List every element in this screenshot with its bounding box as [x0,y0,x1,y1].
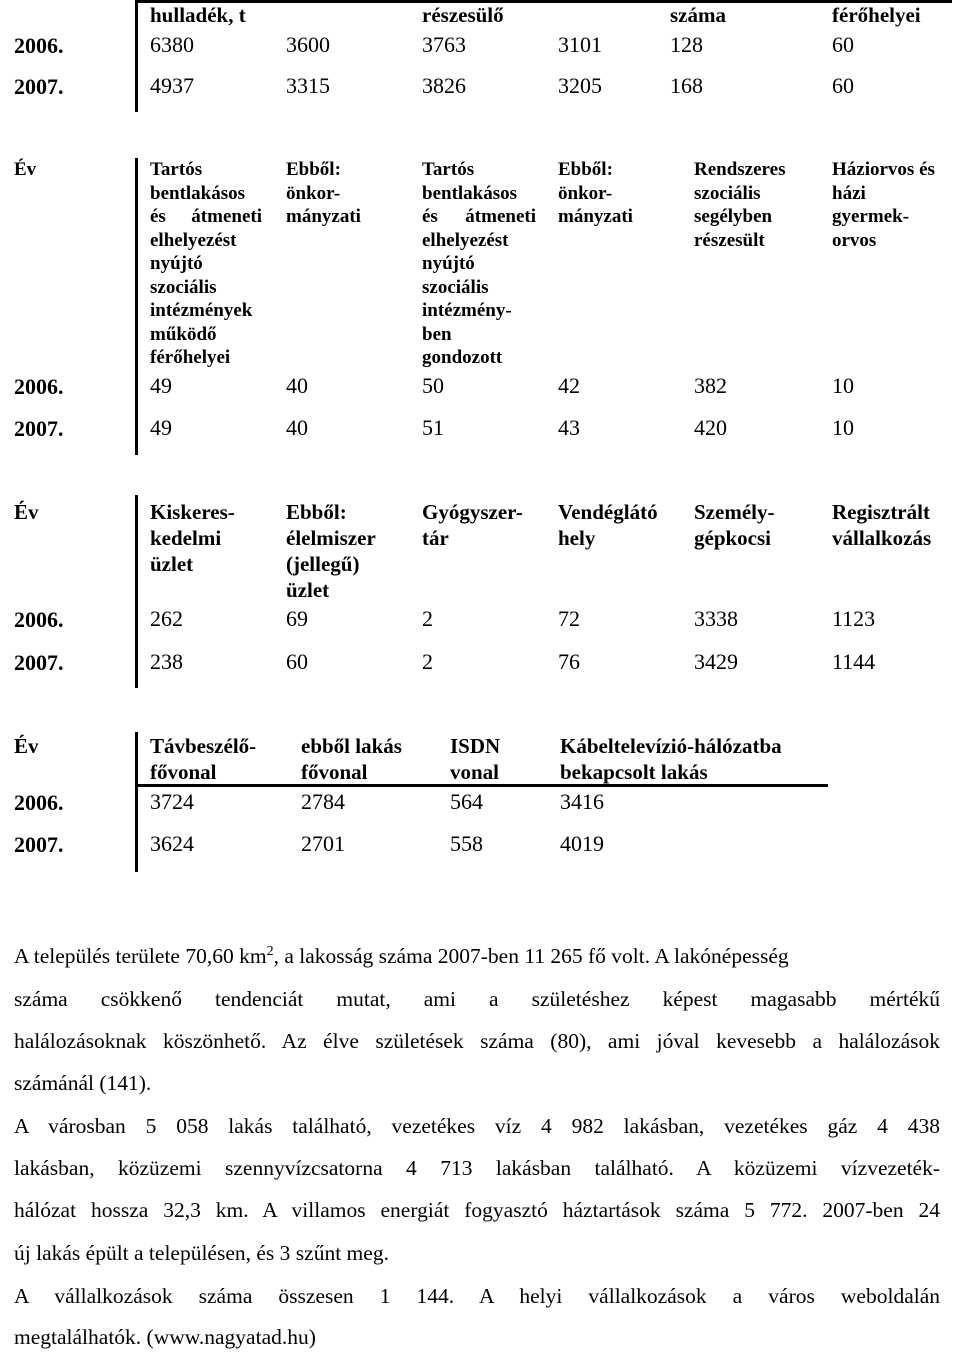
year-label: 2006. [14,374,64,399]
table-cell: 3763 [422,32,466,57]
table-cell: 564 [450,789,483,814]
table-cell: 3205 [558,73,602,98]
table-4-header: ebből lakás fővonal [301,734,402,784]
table-cell: 40 [286,415,308,440]
table-cell: 3416 [560,789,604,814]
paragraph-line: megtalálhatók. (www.nagyatad.hu) [14,1325,316,1349]
table-cell: 69 [286,606,308,631]
table-cell: 4019 [560,831,604,856]
table-cell: 76 [558,649,580,674]
year-label: 2007. [14,650,64,675]
year-header: Év [14,500,39,524]
table-cell: 51 [422,415,444,440]
table-2-header: Rendszeres szociális segélyben részesült [694,159,786,251]
paragraph-line: A település területe 70,60 $km^2$, a lakosság száma 2007-ben 11 265 fő volt. A lakónépesség [14,944,789,969]
paragraph-line: számánál (141). [14,1071,152,1095]
table-cell: 10 [832,373,854,398]
table-cell: 3724 [150,789,194,814]
table-cell: 3101 [558,32,602,57]
year-label: 2007. [14,832,64,857]
table-cell: 42 [558,373,580,398]
table-2-header: Tartós bentlakásos és átmeneti elhelyezést nyújtó szociális intézmények működő férőhelyei [150,159,262,368]
table-3-header: Kiskeres- kedelmi üzlet [150,500,235,576]
table-cell: 49 [150,373,172,398]
table-2-divider [135,158,138,455]
table-cell: 168 [670,73,703,98]
table-1-header: férőhelyei [832,3,921,27]
table-2-header: Ebből: önkor- mányzati [286,159,361,227]
paragraph-line: új lakás épült a településen, és 3 szűnt meg. [14,1241,389,1265]
table-4-header: Kábeltelevízió-hálózatba bekapcsolt lakás [560,734,782,784]
table-4-divider [135,732,138,872]
table-cell: 60 [832,73,854,98]
paragraph-line: lakásban, közüzemi szennyvízcsatorna 4 713 lakásban található. A közüzemi vízvezeték- [14,1156,940,1180]
table-cell: 238 [150,649,183,674]
table-3-header: Ebből: élelmiszer (jellegű) üzlet [286,500,376,602]
table-3-header: Vendéglátó hely [558,500,658,550]
paragraph-line: halálozásoknak köszönhető. Az élve születések száma (80), ami jóval kevesebb a halálozások [14,1029,940,1053]
year-header: Év [14,159,37,180]
paragraph-line: hálózat hossza 32,3 km. A villamos energiát fogyasztó háztartások száma 5 772. 2007-ben 24 [14,1198,940,1222]
table-cell: 1123 [832,606,876,631]
table-cell: 49 [150,415,172,440]
table-cell: 60 [832,32,854,57]
table-cell: 3338 [694,606,738,631]
table-cell: 128 [670,32,703,57]
table-cell: 3315 [286,73,330,98]
table-cell: 2701 [301,831,345,856]
table-cell: 4937 [150,73,194,98]
table-4-header: ISDN vonal [450,734,501,784]
year-label: 2006. [14,790,64,815]
year-label: 2007. [14,74,64,99]
table-3-divider [135,495,138,688]
table-cell: 262 [150,606,183,631]
paragraph-line: A vállalkozások száma összesen 1 144. A helyi vállalkozások a város weboldalán [14,1284,940,1308]
table-3-header: Regisztrált vállalkozás [832,500,932,550]
table-cell: 2 [422,606,433,631]
table-2-header: Tartós bentlakásos és átmeneti elhelyezést nyújtó szociális intézmény- ben gondozott [422,159,536,368]
table-cell: 1144 [832,649,876,674]
table-cell: 43 [558,415,580,440]
year-label: 2007. [14,416,64,441]
paragraph-line: A városban 5 058 lakás található, vezetékes víz 4 982 lakásban, vezetékes gáz 4 438 [14,1114,940,1138]
table-cell: 40 [286,373,308,398]
table-1-header-rule [138,0,952,3]
paragraph-line: száma csökkenő tendenciát mutat, ami a születéshez képest magasabb mértékű [14,987,940,1011]
table-4-header: Távbeszélő- fővonal [150,734,257,784]
superscript: 2 [266,944,274,959]
table-cell: 10 [832,415,854,440]
table-cell: 6380 [150,32,194,57]
year-label: 2006. [14,33,64,58]
table-3-header: Gyógyszer- tár [422,500,523,550]
year-header: Év [14,734,39,758]
table-cell: 72 [558,606,580,631]
table-cell: 60 [286,649,308,674]
table-2-header: Háziorvos és házi gyermek- orvos [832,159,935,251]
table-cell: 3429 [694,649,738,674]
table-1-header: hulladék, t [150,3,246,27]
table-cell: 3600 [286,32,330,57]
table-2-header: Ebből: önkor- mányzati [558,159,633,227]
table-3-header: Személy- gépkocsi [694,500,775,550]
table-cell: 50 [422,373,444,398]
table-1-header: részesülő [422,3,504,27]
table-cell: 3624 [150,831,194,856]
table-1-divider [135,0,138,112]
table-cell: 3826 [422,73,466,98]
table-cell: 558 [450,831,483,856]
table-cell: 382 [694,373,727,398]
table-cell: 420 [694,415,727,440]
table-cell: 2784 [301,789,345,814]
table-1-header: száma [670,3,726,27]
year-label: 2006. [14,607,64,632]
table-cell: 2 [422,649,433,674]
